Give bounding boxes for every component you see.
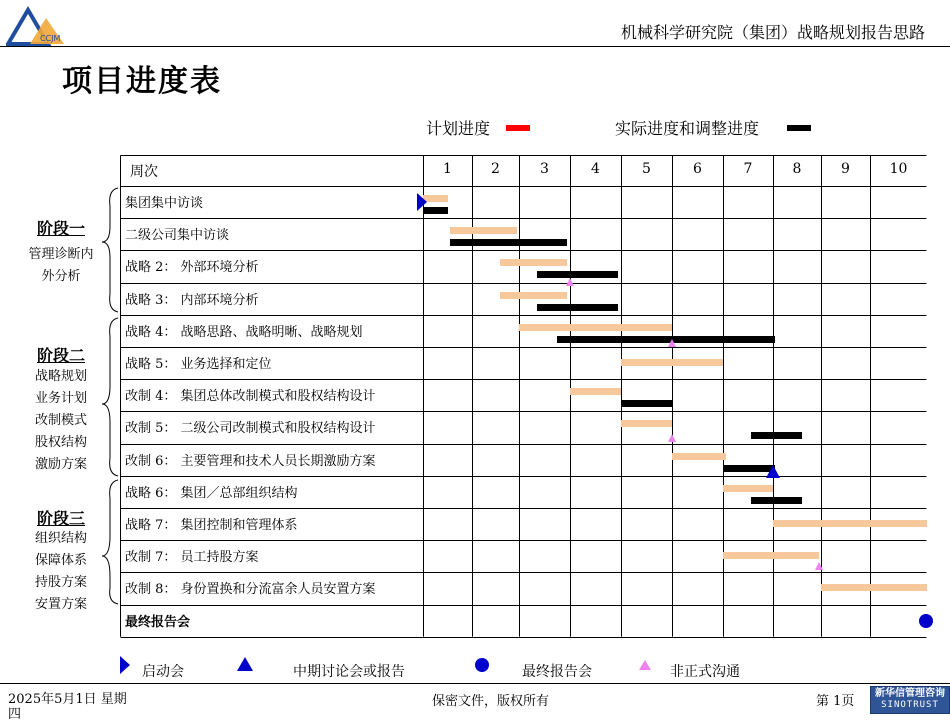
company-badge — [870, 686, 950, 714]
week-number: 8 — [792, 161, 802, 177]
informal-marker-icon — [667, 338, 677, 348]
actual-bar — [537, 271, 619, 278]
footer-date-line2: 四 — [8, 707, 22, 722]
company-badge-en: SINOTRUST — [881, 700, 939, 710]
actual-bar — [751, 432, 802, 439]
informal-marker-icon — [638, 659, 652, 671]
task-label: 集团集中访谈 — [125, 196, 204, 211]
week-number: 7 — [743, 161, 753, 177]
legend-mid-label: 中期讨论会或报告 — [293, 664, 405, 680]
week-number: 4 — [591, 161, 600, 177]
stage-2-desc-line: 改制模式 — [34, 413, 87, 428]
footer-confidential: 保密文件，版权所有 — [432, 694, 550, 709]
task-label: 战略 2： 外部环境分析 — [125, 260, 259, 276]
mid-marker-icon — [236, 656, 254, 672]
week-number: 9 — [841, 161, 850, 177]
week-header-label: 周次 — [130, 164, 158, 180]
task-label: 战略 4： 战略思路、战略明晰、战略规划 — [125, 324, 363, 340]
stage-2-desc-line: 股权结构 — [34, 435, 87, 450]
stage-2-desc — [6, 366, 116, 476]
company-logo — [6, 6, 68, 46]
plan-bar — [821, 584, 927, 591]
informal-marker-icon — [814, 561, 824, 571]
week-number: 1 — [443, 161, 452, 177]
stage-1-desc-line: 外分析 — [41, 269, 81, 284]
week-number: 2 — [491, 161, 500, 177]
plan-bar — [773, 520, 927, 527]
footer-divider — [0, 683, 950, 684]
legend-start-label: 启动会 — [142, 664, 184, 680]
task-label: 战略 6： 集团／总部组织结构 — [125, 485, 298, 501]
actual-bar — [450, 239, 568, 246]
informal-marker-icon — [565, 277, 575, 287]
stage-1-title: 阶段一 — [36, 219, 85, 238]
legend-plan-label: 计划进度 — [426, 119, 491, 138]
footer-page: 第 1页 — [816, 694, 855, 709]
task-label: 改制 4： 集团总体改制模式和股权结构设计 — [125, 389, 376, 405]
stage-2-desc-line: 战略规划 — [34, 369, 87, 384]
company-badge-cn: 新华信管理咨询 — [875, 688, 945, 699]
week-number: 6 — [693, 161, 702, 177]
task-label: 战略 5： 业务选择和定位 — [125, 357, 272, 372]
week-number: 10 — [889, 161, 908, 177]
task-label: 最终报告会 — [125, 614, 191, 630]
final-marker-icon — [474, 657, 490, 673]
plan-bar — [500, 259, 567, 266]
actual-bar — [621, 400, 672, 407]
stage-2-title: 阶段二 — [36, 346, 85, 365]
actual-bar — [537, 304, 619, 311]
plan-bar — [723, 552, 819, 559]
stage-2-desc-line: 业务计划 — [34, 391, 87, 406]
task-label: 战略 7： 集团控制和管理体系 — [125, 518, 298, 533]
legend-plan-swatch — [506, 125, 530, 131]
stage-3-desc-line: 持股方案 — [34, 575, 87, 590]
stage-3-title: 阶段三 — [36, 509, 85, 528]
stage-3-desc-line: 组织结构 — [34, 531, 87, 546]
legend-actual-swatch — [787, 125, 811, 131]
legend-actual-label: 实际进度和调整进度 — [615, 119, 760, 138]
plan-bar — [621, 359, 723, 366]
start-marker-icon — [118, 655, 132, 675]
stage-3-desc-line: 安置方案 — [34, 597, 87, 612]
plan-bar — [570, 388, 621, 395]
task-label: 改制 5： 二级公司改制模式和股权结构设计 — [125, 421, 376, 437]
gantt-table — [120, 155, 927, 637]
task-label: 改制 8： 身份置换和分流富余人员安置方案 — [125, 582, 376, 598]
task-label: 改制 7： 员工持股方案 — [125, 550, 259, 566]
week-number: 5 — [642, 161, 651, 177]
stage-1-desc — [6, 244, 116, 288]
plan-bar — [500, 292, 567, 299]
footer-date: 2025年5月1日 星期 — [8, 692, 127, 707]
stage-3-desc — [6, 528, 116, 616]
stage-1-desc-line: 管理诊断内 — [28, 247, 94, 262]
task-label: 改制 6： 主要管理和技术人员长期激励方案 — [125, 453, 376, 469]
plan-bar — [621, 420, 672, 427]
header-title: 机械科学研究院（集团）战略规划报告思路 — [620, 23, 925, 42]
week-number: 3 — [540, 161, 549, 177]
plan-bar — [519, 324, 672, 331]
plan-bar — [450, 227, 517, 234]
legend-informal-label: 非正式沟通 — [670, 664, 740, 680]
plan-bar — [672, 453, 726, 460]
mid-marker-icon — [765, 464, 781, 479]
plan-bar — [723, 485, 773, 492]
actual-bar — [751, 497, 802, 504]
start-marker-icon — [416, 192, 428, 212]
stage-3-desc-line: 保障体系 — [34, 553, 87, 568]
page-title: 项目进度表 — [62, 64, 222, 99]
task-label: 战略 3： 内部环境分析 — [125, 292, 259, 308]
legend-final-label: 最终报告会 — [522, 664, 592, 680]
stage-2-desc-line: 激励方案 — [34, 457, 87, 472]
final-marker-icon — [918, 613, 934, 629]
task-label: 二级公司集中访谈 — [125, 228, 230, 244]
logo-text: CCJM — [40, 34, 61, 43]
informal-marker-icon — [667, 433, 677, 443]
header-divider — [0, 46, 950, 47]
